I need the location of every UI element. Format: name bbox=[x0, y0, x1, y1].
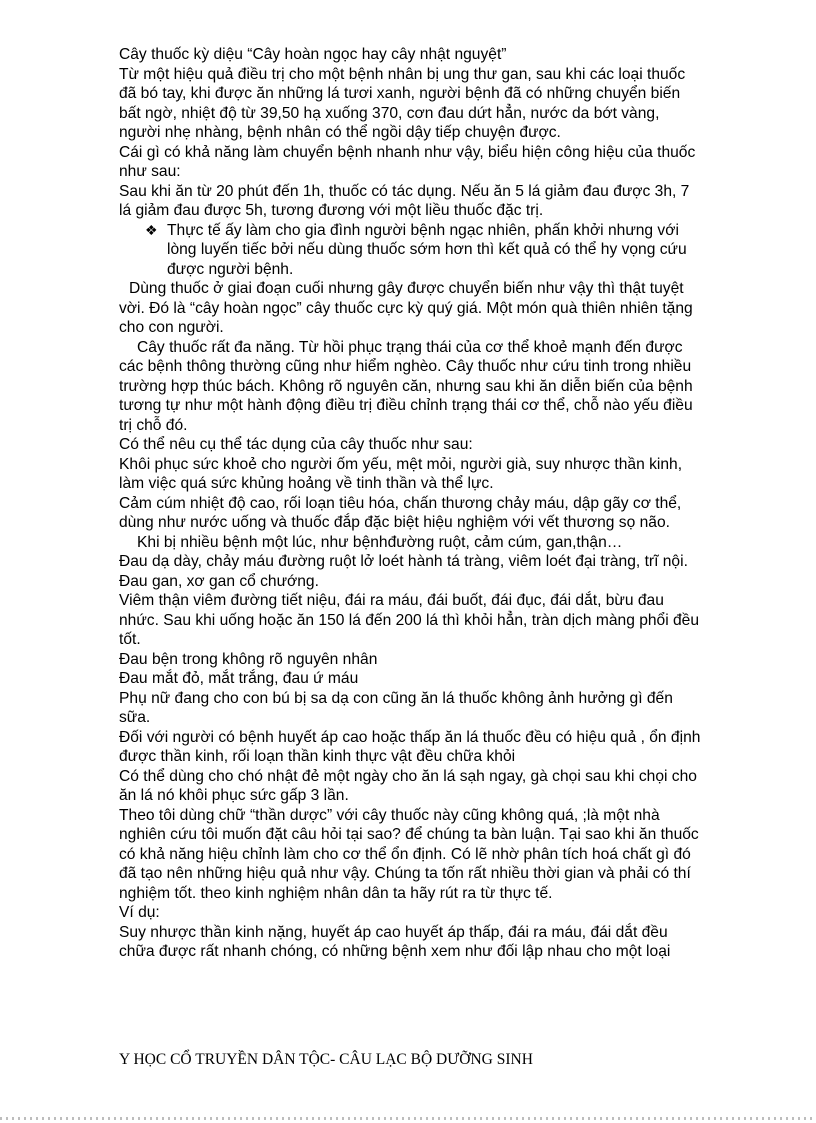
bullet-text: Thực tế ấy làm cho gia đình người bệnh ngạc nhiên, phấn khởi nhưng với lòng luyến tiếc bởi nếu dùng thuốc sớm hơn thì kết quả có thể hy vọng cứu được người bệnh. bbox=[167, 221, 687, 278]
paragraph: Khi bị nhiều bệnh một lúc, như bệnhđường ruột, cảm cúm, gan,thận… bbox=[137, 533, 623, 551]
paragraph: Dùng thuốc ở giai đoạn cuối nhưng gây được chuyển biến như vậy thì thật tuyệt vời. Đó là “cây hoàn ngọc” cây thuốc cực kỳ quý giá. Một món quà thiên nhiên tặng cho con người. bbox=[119, 280, 693, 336]
paragraph: Đau dạ dày, chảy máu đường ruột lở loét hành tá tràng, viêm loét đại tràng, trĩ nội. bbox=[119, 553, 688, 570]
paragraph: Cây thuốc rất đa năng. Từ hồi phục trạng thái của cơ thể khoẻ mạnh đến được các bệnh thông thường cũng như hiểm nghèo. Cây thuốc như cứu tinh trong nhiều trường hợp thúc bách. Không rõ nguyên căn, nhưng sau khi ăn diễn biến của bệnh tương tự như một hành động điều trị điều chỉnh trạng thái cơ thể, chỗ nào yếu điều trị chỗ đó. bbox=[119, 338, 693, 434]
bottom-dotted-rule bbox=[0, 1117, 816, 1120]
paragraph: Đối với người có bệnh huyết áp cao hoặc thấp ăn lá thuốc đều có hiệu quả , ổn định được thần kinh, rối loạn thần kinh thực vật đều chữa khỏi bbox=[119, 728, 701, 765]
paragraph: Cảm cúm nhiệt độ cao, rối loạn tiêu hóa, chấn thương chảy máu, dập gãy cơ thể, dùng như nước uống và thuốc đắp đặc biệt hiệu nghiệm với vết thương sọ não. bbox=[119, 494, 682, 531]
paragraph: Từ một hiệu quả điều trị cho một bệnh nhân bị ung thư gan, sau khi các loại thuốc đã bó tay, khi được ăn những lá tươi xanh, người bệnh đã có những chuyển biến bất ngờ, nhiệt độ từ 39,50 hạ xuống 370, cơn đau dứt hẳn, nước da bớt vàng, người nhẹ nhàng, bệnh nhân có thể ngồi dậy tiếp chuyện được. bbox=[119, 65, 686, 141]
document-title: Cây thuốc kỳ diệu “Cây hoàn ngọc hay cây nhật nguyệt” bbox=[119, 46, 507, 63]
bullet-item bbox=[119, 221, 704, 280]
paragraph: Ví dụ: bbox=[119, 904, 160, 921]
diamond-bullet-icon: ❖ bbox=[145, 221, 158, 238]
paragraph: Có thể nêu cụ thể tác dụng của cây thuốc như sau: bbox=[119, 436, 473, 453]
paragraph: Có thể dùng cho chó nhật đẻ một ngày cho ăn lá sạh ngay, gà chọi sau khi chọi cho ăn lá nó khôi phục sức gấp 3 lần. bbox=[119, 767, 697, 804]
paragraph: Suy nhược thần kinh nặng, huyết áp cao huyết áp thấp, đái ra máu, đái dắt đều chữa được rất nhanh chóng, có những bệnh xem như đối lập nhau cho một loại bbox=[119, 923, 671, 960]
paragraph: Viêm thận viêm đường tiết niệu, đái ra máu, đái buốt, đái đục, đái dắt, bừu đau nhức. Sau khi uống hoặc ăn 150 lá đến 200 lá thì khỏi hẳn, tràn dịch màng phổi đều tốt. bbox=[119, 592, 700, 648]
page-footer: Y HỌC CỔ TRUYỀN DÂN TỘC- CÂU LẠC BỘ DƯỠNG SINH bbox=[119, 1051, 533, 1068]
paragraph: Khôi phục sức khoẻ cho người ốm yếu, mệt mỏi, người già, suy nhược thần kinh, làm việc quá sức khủng hoảng về tinh thần và thể lực. bbox=[119, 455, 683, 492]
paragraph: Đau gan, xơ gan cổ chướng. bbox=[119, 572, 319, 590]
paragraph: Sau khi ăn từ 20 phút đến 1h, thuốc có tác dụng. Nếu ăn 5 lá giảm đau được 3h, 7 lá giảm đau được 5h, tương đương với một liều thuốc đặc trị. bbox=[119, 182, 690, 219]
paragraph: Theo tôi dùng chữ “thần dược” với cây thuốc này cũng không quá, ;là một nhà nghiên cứu tôi muốn đặt câu hỏi tại sao? để chúng ta bàn luận. Tại sao khi ăn thuốc có khả năng hiệu chỉnh làm cho cơ thể ổn định. Có lẽ nhờ phân tích hoá chất gì đó đã tạo nên những hiệu quả như vậy. Chúng ta tốn rất nhiều thời gian và phải có thí nghiệm tốt. theo kinh nghiệm nhân dân ta hãy rút ra từ thực tế. bbox=[119, 806, 699, 902]
paragraph: Đau bện trong không rõ nguyên nhân bbox=[119, 650, 378, 668]
document-body bbox=[119, 45, 704, 962]
paragraph: Phụ nữ đang cho con bú bị sa dạ con cũng ăn lá thuốc không ảnh hưởng gì đến sữa. bbox=[119, 689, 673, 726]
paragraph: Đau mắt đỏ, mắt trắng, đau ứ máu bbox=[119, 670, 359, 687]
paragraph: Cái gì có khả năng làm chuyển bệnh nhanh như vậy, biểu hiện công hiệu của thuốc như sau: bbox=[119, 143, 696, 180]
